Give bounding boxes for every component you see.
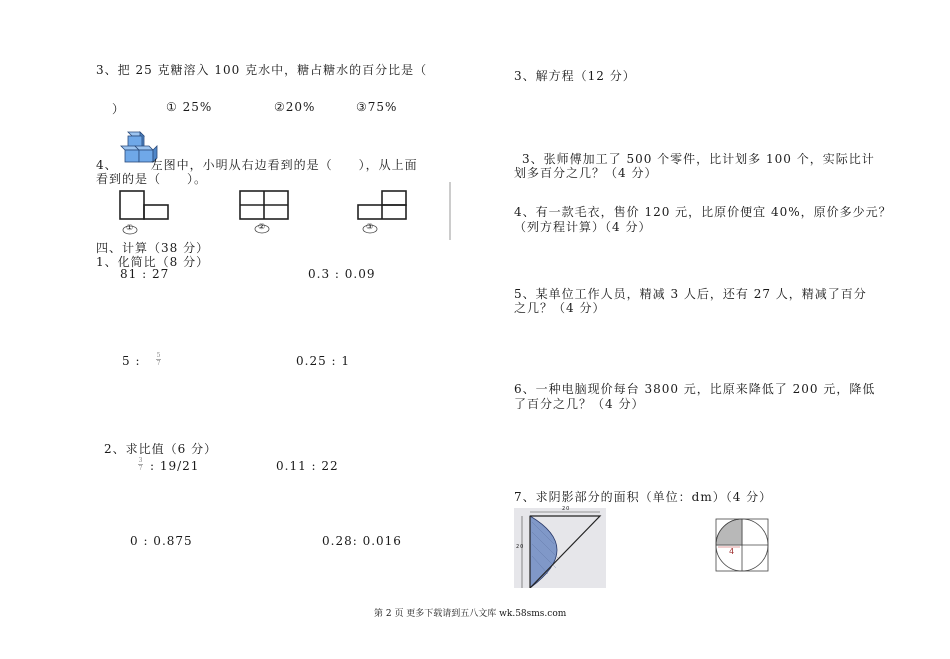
right-q6-line1: 6、一种电脑现价每台 3800 元，比原来降低了 200 元，降低 — [514, 382, 876, 396]
ratio-2a-fraction — [156, 352, 161, 367]
fraction-denominator: 7 — [138, 465, 143, 472]
q3-option-1: ① 25% — [166, 100, 213, 114]
shaded-area-figure-2 — [714, 517, 770, 573]
ratio-4a: 0 : 0.875 — [130, 534, 193, 548]
q3-option-2: ②20% — [274, 100, 316, 114]
right-q6-line2: 了百分之几？（4 分） — [514, 397, 645, 411]
fig1-top-label: 20 — [562, 506, 571, 512]
ratio-1a: 81 : 27 — [120, 267, 170, 281]
q3-text-line2: ） — [112, 102, 126, 116]
sub2-title: 2、求比值（6 分） — [104, 442, 218, 456]
fig1-side-label: 20 — [516, 544, 525, 550]
right-q5-line1: 5、某单位工作人员，精减 3 人后，还有 27 人，精减了百分 — [514, 287, 867, 301]
ratio-2a: 5 : — [122, 354, 141, 368]
right-q3b-line1: 3、张师傅加工了 500 个零件，比计划多 100 个，实际比计 — [522, 152, 875, 166]
ratio-3a: : 19/21 — [150, 459, 200, 473]
q4-text-line1: 4、 左图中，小明从右边看到的是（ ），从上面 — [96, 158, 418, 172]
q3-option-3: ③75% — [356, 100, 398, 114]
view-label-2: ② — [258, 222, 267, 231]
q3-text-line1: 3、把 25 克糖溶入 100 克水中，糖占糖水的百分比是（ — [96, 63, 428, 77]
right-q4-line2: （列方程计算）（4 分） — [514, 220, 652, 234]
ratio-3a-fraction — [138, 457, 143, 472]
sub1-title: 1、化简比（8 分） — [96, 255, 210, 269]
fig2-label: 4 — [729, 547, 736, 556]
q4-text-line2: 看到的是（ ）。 — [96, 172, 208, 186]
fraction-numerator: 3 — [138, 457, 143, 464]
page-footer: 第 2 页 更多下载请到五八文库 wk.58sms.com — [374, 609, 567, 619]
view-label-3: ③ — [366, 222, 375, 231]
shaded-area-figure-1 — [514, 508, 606, 588]
right-q3b-line2: 划多百分之几？（4 分） — [514, 166, 658, 180]
views-figure — [108, 182, 453, 242]
ratio-4b: 0.28: 0.016 — [322, 534, 402, 548]
ratio-2b: 0.25 : 1 — [296, 354, 351, 368]
ratio-1b: 0.3 : 0.09 — [308, 267, 376, 281]
right-q4-line1: 4、有一款毛衣，售价 120 元，比原价便宜 40%，原价多少元？ — [514, 205, 892, 219]
fraction-numerator: 5 — [156, 352, 161, 359]
section4-title: 四、计算（38 分） — [96, 241, 210, 255]
fraction-denominator: 7 — [156, 360, 161, 367]
ratio-3b: 0.11 : 22 — [276, 459, 339, 473]
right-q5-line2: 之几？（4 分） — [514, 301, 606, 315]
right-q3-title: 3、解方程（12 分） — [514, 69, 636, 83]
right-q7-title: 7、求阴影部分的面积（单位：dm）（4 分） — [514, 490, 773, 504]
view-label-1: ① — [126, 223, 135, 232]
